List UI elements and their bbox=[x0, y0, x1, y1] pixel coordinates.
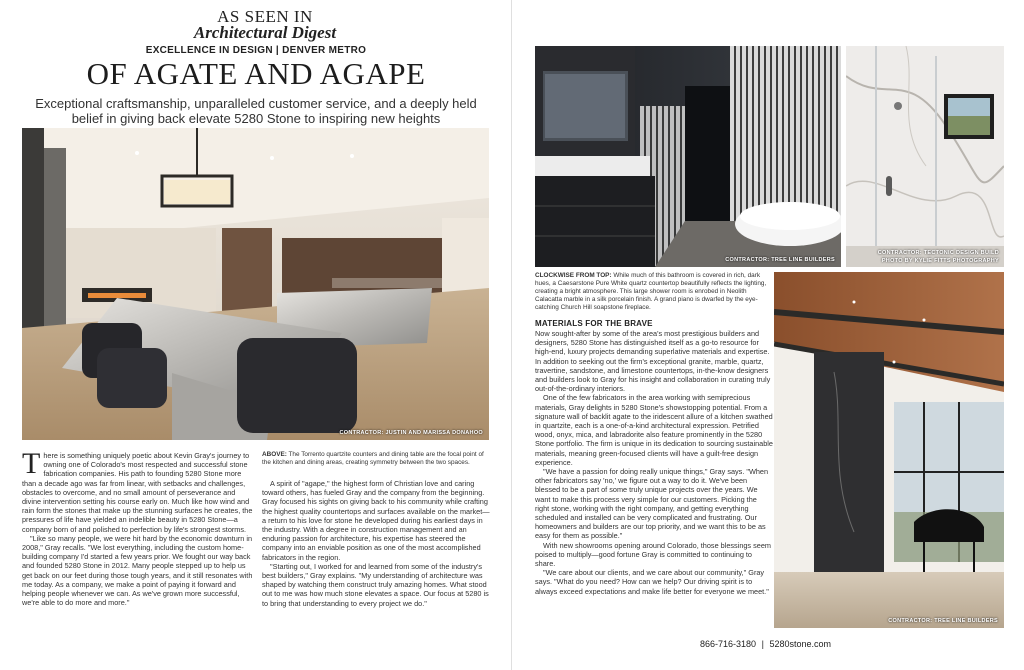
kitchen-caption bbox=[262, 451, 490, 467]
column2-paragraph: A spirit of "agape," the highest form of Christian love and caring toward others, has fueled Gray and the company from the beginning. Gray focused his sights on giving back to his community while crafting the highest quality countertops and surfaces available on the market—a return to his love for stone he developed during his earliest days in the industry. With a degree in construction management and an enduring passion for architecture, his expertise has steered the company into an enviable position as one of the most accomplished fabricators in the region. bbox=[262, 479, 490, 562]
dek: Exceptional craftsmanship, unparalleled customer service, and a deeply held belief in giving back elevate 5280 Stone to inspiring new heights bbox=[35, 96, 477, 126]
shower-photo-credit-photographer: PHOTO BY KYLIE FITTS PHOTOGRAPHY bbox=[881, 258, 999, 264]
living-room-photo-credit: CONTRACTOR: TREE LINE BUILDERS bbox=[888, 618, 998, 624]
as-seen-in-label: AS SEEN IN bbox=[217, 7, 313, 26]
kitchen-photo-credit: CONTRACTOR: JUSTIN AND MARISSA DONAHOO bbox=[339, 430, 483, 436]
right-page bbox=[512, 0, 1024, 670]
column1-paragraph: "Like so many people, we were hit hard by the economic downturn in 2008," Gray recalls. "We lost everything, including the custom home-building company I'd started a few years prior. We fought our way back and founded 5280 Stone in 2012. Many people stepped up to help us get back on our feet during those tough years, and it still resonates with me today. As a company, we make a point of paying it forward and helping people whenever we can. As we've grown more successful, we're able to do more and more." bbox=[22, 533, 253, 608]
publication-name: Architectural Digest bbox=[193, 23, 337, 42]
headline: OF AGATE AND AGAPE bbox=[86, 56, 426, 91]
shower-photo bbox=[846, 46, 1004, 267]
footer-website: 5280stone.com bbox=[769, 639, 831, 649]
page-footer bbox=[700, 639, 840, 649]
kitchen-caption-lead: ABOVE: bbox=[262, 451, 287, 458]
body-column-2 bbox=[262, 479, 490, 608]
footer-separator: | bbox=[761, 639, 764, 649]
kitchen-caption-text: The Torrento quartzite counters and dining table are the focal point of the kitchen and dining areas, creating symmetry between the two spaces. bbox=[262, 451, 484, 466]
drop-cap: T bbox=[22, 447, 41, 480]
bathroom-caption-lead: CLOCKWISE FROM TOP: bbox=[535, 272, 612, 279]
column3-paragraph: One of the few fabricators in the area working with semiprecious materials, Gray delights in 5280 Stone's showstopping potential. From a signature wall of backlit agate to the iridescent allure of a kitchen swathed in quartzite, each is a one-of-a-kind architectural expression. Petrified wood, onyx, mica, and labradorite also feature prominently in the 5280 Stone portfolio. The firm is unique in its dedication to sourcing sustainable materials, meaning green-focused clients will have a guilt-free design experience. bbox=[535, 393, 773, 467]
bathroom-photo-credit: CONTRACTOR: TREE LINE BUILDERS bbox=[725, 257, 835, 263]
column1-paragraph: here is something uniquely poetic about Kevin Gray's journey to owning one of Colorado's most respected and successful stone fabrication companies. His path to founding 5280 Stone more than a decade ago was far from linear, with setbacks and challenges, obstacles to overcome, and no small amount of perseverance and divine intervention setting his course early on. Much like how wind and rain form the stones that make up the stunning surfaces he creates, the pressures of life have yielded an indelible beauty in 5280 Stone—a company born of and polished to perfection by life's strongest storms. bbox=[22, 451, 253, 534]
body-column-3 bbox=[535, 319, 773, 596]
bathroom-photo bbox=[535, 46, 841, 267]
kitchen-photo bbox=[22, 128, 489, 440]
bathroom-caption-text: While much of this bathroom is covered in rich, dark hues, a Caesarstone Pure White quartz countertop beautifully reflects the lighting, creating a bright atmosphere. This large shower room is enrobed in Neolith Calacatta marble in a silk porcelain finish. A grand piano is dwarfed by the eye-catching Church Hill soapstone fireplace. bbox=[535, 272, 767, 311]
column3-paragraph: With new showrooms opening around Colorado, those blessings seem poised to multiply—good fortune Gray is committed to continuing to share. bbox=[535, 540, 771, 569]
body-column-1 bbox=[22, 447, 254, 608]
section-subhead: MATERIALS FOR THE BRAVE bbox=[535, 319, 653, 328]
section-kicker: EXCELLENCE IN DESIGN | DENVER METRO bbox=[145, 45, 367, 56]
column3-paragraph: "We have a passion for doing really unique things," Gray says. "When other fabricators say 'no,' we figure out a way to do it. We've been blessed to be a part of some truly unique projects over the years. We want to make this process very simple for our customers. Picking the right stone, working with the right company, and getting everything scheduled and installed can be very complicated and frustrating. Our homeowners and builders are our top priority, and we want this to be as easy for them as possible." bbox=[535, 467, 769, 541]
living-room-photo bbox=[774, 272, 1004, 628]
footer-phone: 866-716-3180 bbox=[700, 639, 757, 649]
shower-photo-credit-contractor: CONTRACTOR: TECTONIC DESIGN BUILD bbox=[877, 250, 999, 256]
column2-paragraph: "Starting out, I worked for and learned from some of the industry's best builders," Gray explains. "My understanding of architecture was shaped by watching them construct truly amazing homes. What stood out to me was how much stone elevates a space. Our focus at 5280 is to bring that understanding to every project we do." bbox=[262, 561, 489, 608]
column3-paragraph: Now sought-after by some of the area's most prestigious builders and designers, 5280 Stone has distinguished itself as a go-to resource for high-end, luxury projects demanding superlative materials and expertise. In addition to seeking out the firm's exceptional granite, marble, quartz, travertine, sandstone, and limestone countertops, in-the-know designers and builders look to Gray for his insight and collaboration in curating truly out-of-the-ordinary interiors. bbox=[535, 329, 771, 394]
column3-paragraph: "We care about our clients, and we care about our community," Gray says. "What do you need? How can we help? Our driving spirit is to always exceed expectations and make life better for everyone we meet." bbox=[535, 568, 769, 596]
bathroom-caption bbox=[535, 272, 767, 312]
